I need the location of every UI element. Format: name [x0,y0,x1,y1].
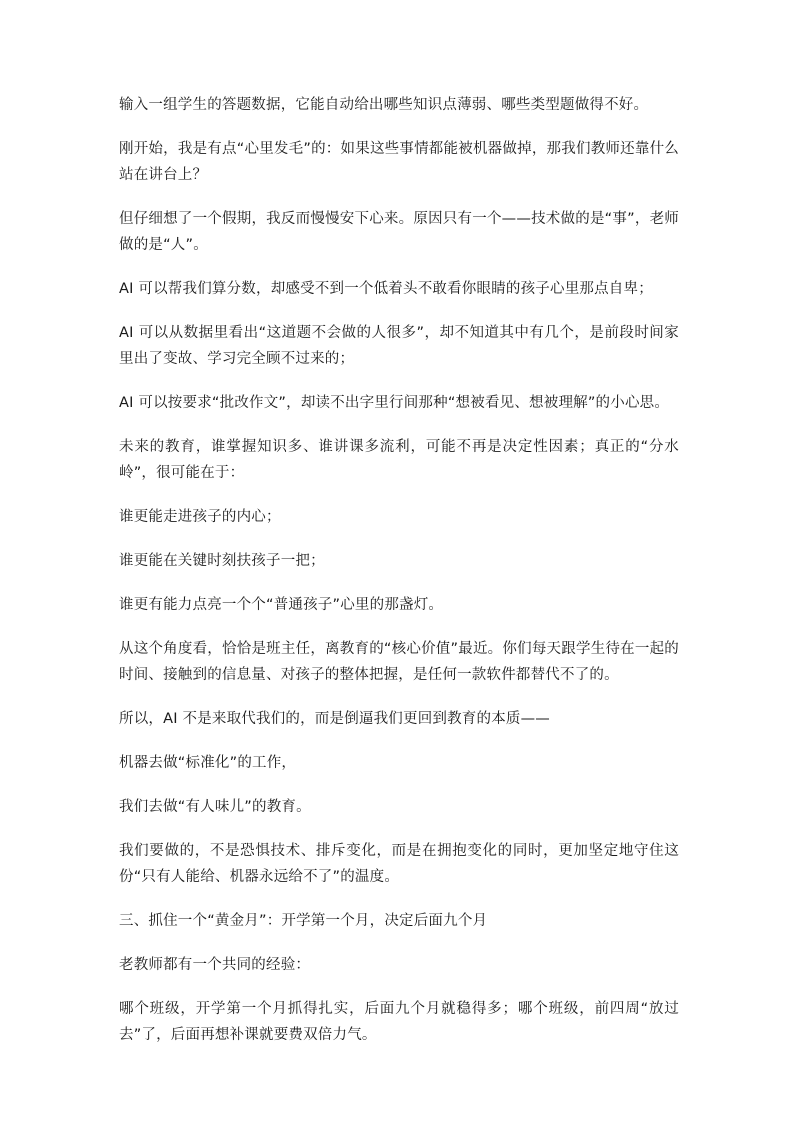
document-body [119,92,679,1066]
paragraph: 刚开始，我是有点“心里发毛”的：如果这些事情都能被机器做掉，那我们教师还靠什么站在讲台上？ [119,141,679,183]
paragraph: AI 可以按要求“批改作文”，却读不出字里行间那种“想被看见、想被理解”的小心思。 [119,395,670,411]
paragraph: 谁更能在关键时刻扶孩子一把； [119,553,325,569]
paragraph: 未来的教育，谁掌握知识多、谁讲课多流利，可能不再是决定性因素；真正的“分水岭”，很可能在于： [119,439,679,481]
paragraph: 老教师都有一个共同的经验： [119,957,311,973]
paragraph: AI 可以从数据里看出“这道题不会做的人很多”，却不知道其中有几个，是前段时间家里出了变故、学习完全顾不过来的； [119,325,679,367]
paragraph: 所以，AI 不是来取代我们的，而是倒逼我们更回到教育的本质—— [119,711,551,727]
paragraph: 但仔细想了一个假期，我反而慢慢安下心来。原因只有一个——技术做的是“事”，老师做的是“人”。 [119,211,679,253]
paragraph: 我们要做的，不是恐惧技术、排斥变化，而是在拥抱变化的同时，更加坚定地守住这份“只有人能给、机器永远给不了”的温度。 [119,843,679,885]
paragraph: 从这个角度看，恰恰是班主任，离教育的“核心价值”最近。你们每天跟学生待在一起的时间、接触到的信息量、对孩子的整体把握，是任何一款软件都替代不了的。 [119,641,679,683]
paragraph: 输入一组学生的答题数据，它能自动给出哪些知识点薄弱、哪些类型题做得不好。 [119,97,649,113]
paragraph: AI 可以帮我们算分数，却感受不到一个低着头不敢看你眼睛的孩子心里那点自卑； [119,281,653,297]
paragraph: 谁更能走进孩子的内心； [119,509,281,525]
paragraph: 机器去做“标准化”的工作， [119,755,297,771]
paragraph: 我们去做“有人味儿”的教育。 [119,799,311,815]
paragraph: 谁更有能力点亮一个个“普通孩子”心里的那盏灯。 [119,597,444,613]
paragraph: 哪个班级，开学第一个月抓得扎实，后面九个月就稳得多；哪个班级，前四周“放过去”了，后面再想补课就要费双倍力气。 [119,1001,679,1043]
section-heading: 三、抓住一个“黄金月”：开学第一个月，决定后面九个月 [119,913,488,929]
